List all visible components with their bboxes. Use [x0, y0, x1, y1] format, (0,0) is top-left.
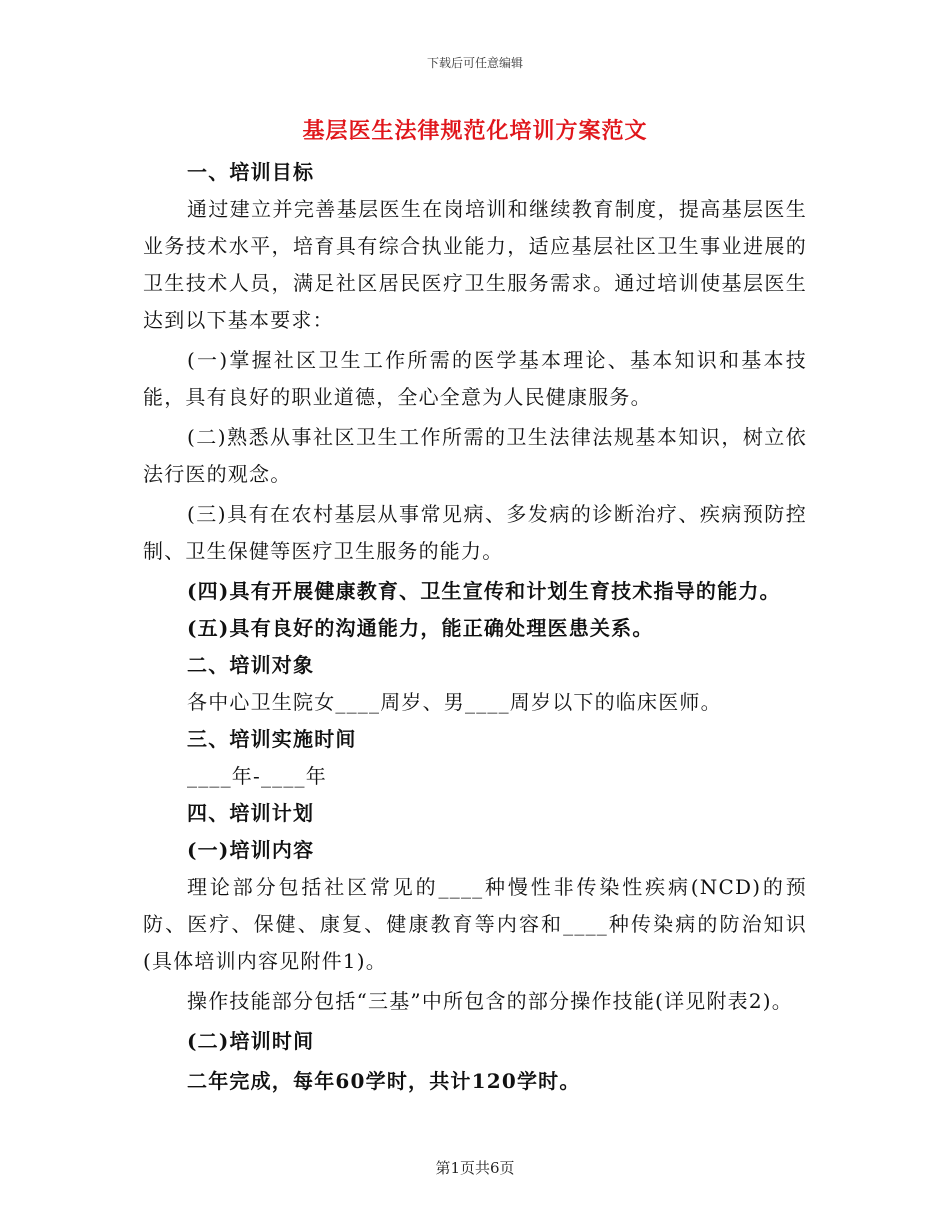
targets-paragraph: 各中心卫生院女____周岁、男____周岁以下的临床医师。 [187, 690, 722, 714]
section-heading-schedule: 三、培训实施时间 [187, 727, 357, 751]
plan-subheading-time: (二)培训时间 [187, 1029, 315, 1053]
requirement-4: (四)具有开展健康教育、卫生宣传和计划生育技术指导的能力。 [187, 579, 781, 603]
plan-theory-paragraph: 理论部分包括社区常见的____种慢性非传染性疾病(NCD)的预防、医疗、保健、康复、健康教育等内容和____种传染病的防治知识(具体培训内容见附件1)。 [143, 875, 807, 973]
document-body [143, 154, 807, 1100]
plan-subheading-content: (一)培训内容 [187, 838, 315, 862]
page-footer-number: 第1页共6页 [435, 1159, 515, 1177]
page-header-note: 下载后可任意编辑 [426, 56, 523, 70]
requirement-3: (三)具有在农村基层从事常见病、多发病的诊断治疗、疾病预防控制、卫生保健等医疗卫生服务的能力。 [143, 502, 807, 563]
requirement-1: (一)掌握社区卫生工作所需的医学基本理论、基本知识和基本技能，具有良好的职业道德，全心全意为人民健康服务。 [143, 348, 807, 409]
schedule-paragraph: ____年-____年 [187, 764, 327, 788]
requirement-2: (二)熟悉从事社区卫生工作所需的卫生法律法规基本知识，树立依法行医的观念。 [143, 425, 807, 486]
section-heading-targets: 二、培训对象 [187, 653, 315, 677]
requirement-5: (五)具有良好的沟通能力，能正确处理医患关系。 [187, 616, 654, 640]
plan-skills-paragraph: 操作技能部分包括“三基”中所包含的部分操作技能(详见附表2)。 [187, 989, 793, 1013]
plan-time-paragraph: 二年完成，每年60学时，共计120学时。 [187, 1069, 581, 1093]
goals-intro-paragraph: 通过建立并完善基层医生在岗培训和继续教育制度，提高基层医生业务技术水平，培育具有综合执业能力，适应基层社区卫生事业进展的卫生技术人员，满足社区居民医疗卫生服务需求。通过培训使基层医生达到以下基本要求： [143, 197, 807, 332]
document-title: 基层医生法律规范化培训方案范文 [302, 118, 648, 144]
section-heading-goals: 一、培训目标 [187, 160, 315, 184]
section-heading-plan: 四、培训计划 [187, 801, 315, 825]
